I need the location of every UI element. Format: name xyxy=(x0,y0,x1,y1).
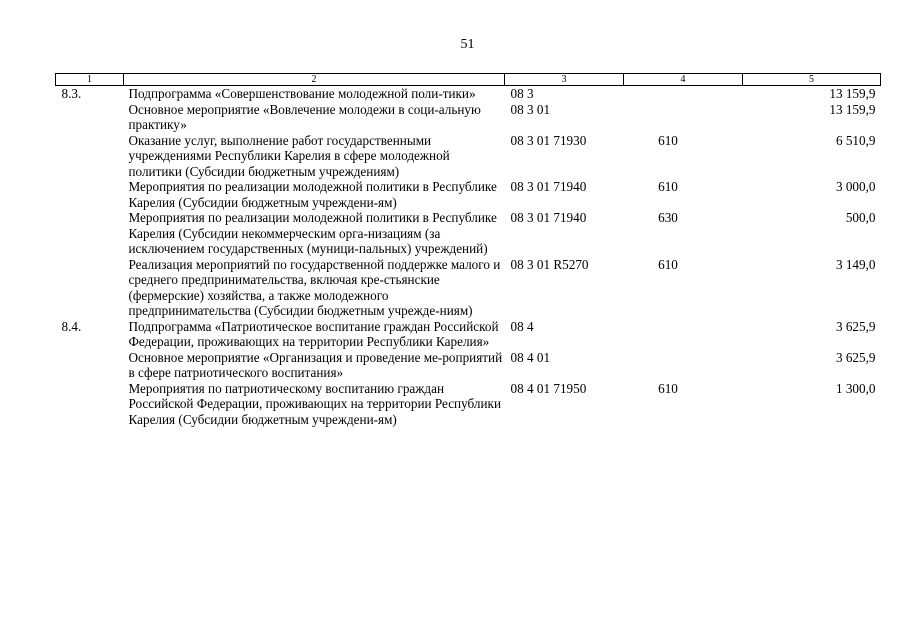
row-amount: 500,0 xyxy=(845,210,876,225)
row-number xyxy=(56,257,124,319)
row-code: 08 3 01 71940 xyxy=(510,210,587,225)
row-code: 08 3 01 R5270 xyxy=(510,256,589,272)
row-name: Мероприятия по реализации молодежной политики в Республике Карелия (Субсидии бюджетным учреждени-ям) xyxy=(128,179,497,210)
row-code: 08 3 xyxy=(510,86,534,101)
budget-table xyxy=(55,73,881,427)
row-name: Подпрограмма «Патриотическое воспитание граждан Российской Федерации, проживающих на территории Республики Карелия» xyxy=(128,318,499,349)
row-kind xyxy=(624,350,743,381)
row-number xyxy=(56,381,124,428)
row-code: 08 4 01 71950 xyxy=(510,380,587,396)
table-row xyxy=(56,257,881,319)
header-row xyxy=(56,74,881,86)
row-number xyxy=(56,210,124,257)
table-row xyxy=(56,86,881,102)
row-kind: 630 xyxy=(658,210,678,225)
row-code: 08 4 01 xyxy=(510,349,551,365)
column-header: 2 xyxy=(124,74,505,86)
row-amount: 13 159,9 xyxy=(829,101,876,117)
row-name: Мероприятия по патриотическому воспитанию граждан Российской Федерации, проживающих на территории Республики Карелия (Субсидии бюджетным учреждени-ям) xyxy=(128,380,502,427)
row-kind xyxy=(624,102,743,133)
row-number: 8.4. xyxy=(61,318,82,334)
row-number xyxy=(56,102,124,133)
table-row xyxy=(56,102,881,133)
row-number xyxy=(56,350,124,381)
row-name: Основное мероприятие «Организация и проведение ме-роприятий в сфере патриотического воспитания» xyxy=(128,349,503,380)
row-number xyxy=(56,133,124,180)
column-header: 1 xyxy=(56,74,124,86)
row-kind: 610 xyxy=(658,179,678,194)
row-name: Мероприятия по реализации молодежной политики в Республике Карелия (Субсидии некоммерческим орга-низациям (за исключением государственных (муници-пальных) учреждений) xyxy=(128,210,497,256)
row-code: 08 3 01 71940 xyxy=(510,179,587,194)
row-amount: 6 510,9 xyxy=(835,132,876,148)
table-row xyxy=(56,133,881,180)
table-row xyxy=(56,350,881,381)
row-code: 08 3 01 71930 xyxy=(510,132,587,148)
table-row xyxy=(56,179,881,210)
row-amount: 3 625,9 xyxy=(835,318,876,334)
table-row xyxy=(56,210,881,257)
table-row xyxy=(56,319,881,350)
row-name: Оказание услуг, выполнение работ государственными учреждениями Республики Карелия в сфере молодежной политики (Субсидии бюджетным учреждениям) xyxy=(128,132,450,179)
row-amount: 3 625,9 xyxy=(835,349,876,365)
row-number xyxy=(56,179,124,210)
row-name: Основное мероприятие «Вовлечение молодежи в соци-альную практику» xyxy=(128,101,481,132)
row-kind: 610 xyxy=(658,132,678,148)
column-header: 5 xyxy=(743,74,881,86)
row-name: Подпрограмма «Совершенствование молодежной поли-тики» xyxy=(128,86,476,101)
row-number: 8.3. xyxy=(61,86,82,101)
column-header: 4 xyxy=(624,74,743,86)
row-amount: 13 159,9 xyxy=(829,86,876,101)
row-code: 08 4 xyxy=(510,318,534,334)
row-kind: 610 xyxy=(658,256,678,272)
page-number: 51 xyxy=(460,37,475,52)
row-kind xyxy=(624,86,743,102)
table-row xyxy=(56,381,881,428)
row-amount: 3 149,0 xyxy=(835,256,876,272)
row-code: 08 3 01 xyxy=(510,101,551,117)
row-amount: 3 000,0 xyxy=(835,179,876,194)
row-amount: 1 300,0 xyxy=(835,380,876,396)
row-kind: 610 xyxy=(658,380,678,396)
column-header: 3 xyxy=(505,74,624,86)
row-name: Реализация мероприятий по государственной поддержке малого и среднего предпринимательства, включая кре-стьянские (фермерские) хозяйства, а также молодежного предпринимательства (Субсидии бюджетным учрежде-ниям) xyxy=(128,256,501,318)
row-kind xyxy=(624,319,743,350)
